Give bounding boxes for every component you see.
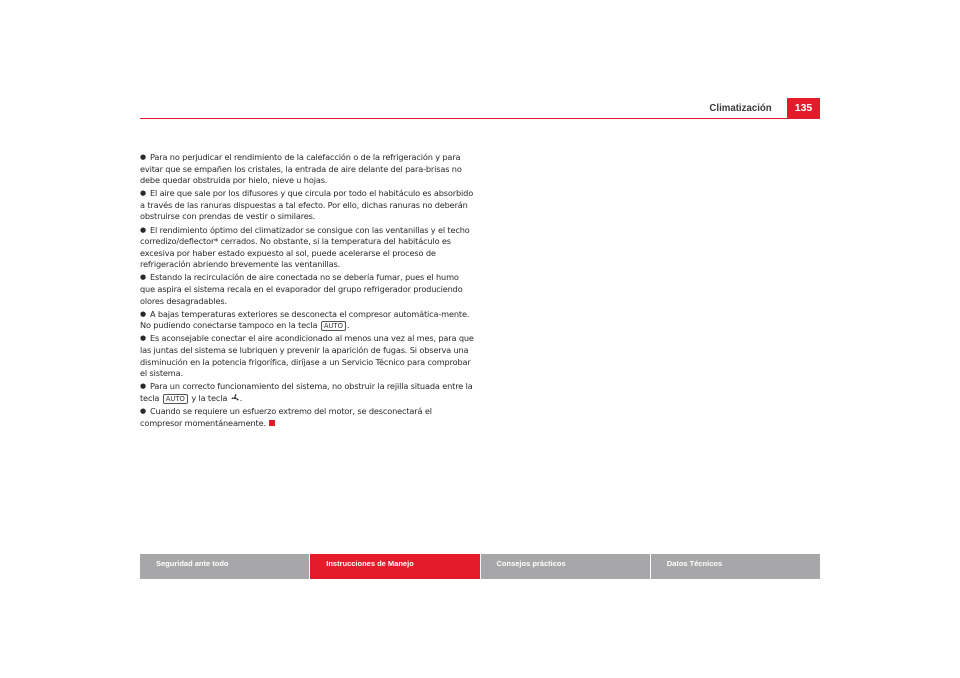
bullet-icon: ● [140, 225, 146, 234]
list-item: ● Es aconsejable conectar el aire acondicionado al menos una vez al mes, para que las juntas del sistema se lubriquen y prevenir la aparición de fugas. Si observa una disminución en la potencia frigorífica, diríjase a un Servicio Técnico para comprobar el sistema. [140, 333, 474, 379]
auto-key-label: AUTO [163, 394, 188, 404]
list-item: ● Para no perjudicar el rendimiento de la calefacción o de la refrigeración y para evitar que se empañen los cristales, la entrada de aire delante del para-brisas no debe quedar obstruida por hielo, nieve u hojas. [140, 152, 462, 186]
bullet-icon: ● [140, 382, 146, 391]
tab-consejos[interactable]: Consejos prácticos [481, 554, 650, 579]
auto-key-label: AUTO [321, 321, 346, 331]
section-end-marker [269, 420, 275, 426]
bullet-icon: ● [140, 406, 146, 415]
bullet-icon: ● [140, 309, 146, 318]
list-item: ● Estando la recirculación de aire conectada no se debería fumar, pues el humo que aspira el sistema recala en el evaporador del grupo refrigerador produciendo olores desagradables. [140, 272, 463, 306]
bullet-icon: ● [140, 273, 146, 282]
tab-datos[interactable]: Datos Técnicos [651, 554, 820, 579]
page-number: 135 [787, 98, 820, 118]
section-title: Climatización [709, 102, 772, 114]
tab-instrucciones[interactable]: Instrucciones de Manejo [310, 554, 479, 579]
footer-nav [140, 554, 820, 579]
tab-seguridad[interactable]: Seguridad ante todo [140, 554, 309, 579]
list-item: ● Para un correcto funcionamiento del sistema, no obstruir la rejilla situada entre la tecla AUTO y la tecla . [140, 381, 473, 403]
bullet-icon: ● [140, 189, 146, 198]
fan-icon [230, 393, 240, 403]
list-item: ● El aire que sale por los difusores y que circula por todo el habitáculo es absorbido a través de las ranuras dispuestas a tal efecto. Por ello, dichas ranuras no deberán obstruirse con prendas de vestir o similares. [140, 188, 474, 222]
list-item: ● Cuando se requiere un esfuerzo extremo del motor, se desconectará el compresor momentáneamente. [140, 405, 432, 428]
header-divider [140, 118, 820, 119]
list-item: ● El rendimiento óptimo del climatizador se consigue con las ventanillas y el techo corredizo/deflector* cerrados. No obstante, si la temperatura del habitáculo es excesiva por haber estado expuesto al sol, puede acelerarse el proceso de refrigeración abriendo brevemente las ventanillas. [140, 224, 470, 270]
bullet-icon: ● [140, 334, 146, 343]
bullet-icon: ● [140, 153, 146, 161]
list-item: ● A bajas temperaturas exteriores se desconecta el compresor automática-mente. No pudiendo conectarse tampoco en la tecla AUTO . [140, 308, 470, 331]
body-text [140, 152, 475, 431]
